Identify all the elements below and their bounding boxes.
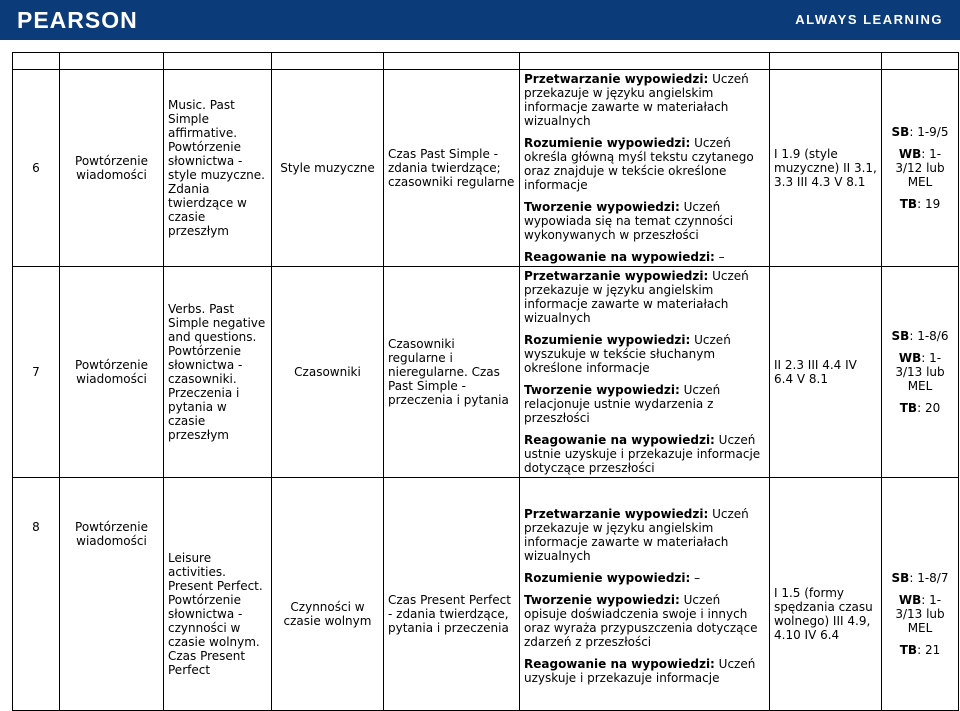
tb-value: 19 [924, 197, 941, 211]
tb-label: TB [899, 401, 918, 415]
table-row [13, 478, 959, 711]
lesson-title: Powtórzenie wiadomości [60, 478, 164, 711]
skill-entry [524, 136, 765, 192]
wb-value: 1-3/13 lub MEL [895, 593, 945, 635]
skill-label: Tworzenie wypowiedzi: [524, 593, 680, 607]
materials-reference: SB: 1-8/6 WB: 1-3/13 lub MEL TB: 20 [882, 267, 959, 478]
lesson-skills [520, 478, 770, 711]
lesson-vocabulary: Style muzyczne [272, 70, 384, 267]
sb-label: SB [891, 329, 910, 343]
lesson-title: Powtórzenie wiadomości [60, 70, 164, 267]
skill-label: Przetwarzanie wypowiedzi: [524, 72, 709, 86]
skill-entry [524, 657, 765, 685]
skill-label: Reagowanie na wypowiedzi: [524, 433, 715, 447]
lesson-content: Leisure activities. Present Perfect. Powtórzenie słownictwa - czynności w czasie wolnym. Czas Present Perfect [164, 478, 272, 711]
tb-label: TB [899, 643, 918, 657]
table-top-row [13, 53, 959, 70]
skill-text: Uczeń przekazuje w języku angielskim informacje zawarte w materiałach wizualnych [524, 72, 749, 128]
lesson-content: Music. Past Simple affirmative. Powtórzenie słownictwa - style muzyczne. Zdania twierdzące w czasie przeszłym [164, 70, 272, 267]
lesson-skills [520, 70, 770, 267]
skill-label: Rozumienie wypowiedzi: [524, 333, 691, 347]
materials-reference: SB: 1-8/7 WB: 1-3/13 lub MEL TB: 21 [882, 478, 959, 711]
skill-text: – [690, 571, 701, 585]
skill-label: Przetwarzanie wypowiedzi: [524, 269, 709, 283]
skill-label: Tworzenie wypowiedzi: [524, 383, 680, 397]
lesson-grammar: Czasowniki regularne i nieregularne. Czas Past Simple - przeczenia i pytania [384, 267, 520, 478]
skill-label: Rozumienie wypowiedzi: [524, 136, 691, 150]
tagline: ALWAYS LEARNING [795, 12, 943, 27]
sb-value: 1-8/7 [917, 571, 949, 585]
lesson-content: Verbs. Past Simple negative and questions. Powtórzenie słownictwa - czasowniki. Przeczenia i pytania w czasie przeszłym [164, 267, 272, 478]
skill-text: Uczeń ustnie uzyskuje i przekazuje informacje dotyczące przeszłości [524, 433, 761, 475]
sb-value: 1-9/5 [917, 125, 949, 139]
sb-label: SB [891, 571, 910, 585]
skill-label: Reagowanie na wypowiedzi: [524, 250, 715, 264]
skill-text: Uczeń relacjonuje ustnie wydarzenia z przeszłości [524, 383, 721, 425]
wb-label: WB [898, 593, 922, 607]
sb-value: 1-8/6 [917, 329, 949, 343]
curriculum-reference: I 1.9 (style muzyczne) II 3.1, 3.3 III 4.3 V 8.1 [770, 70, 882, 267]
skill-text: – [714, 250, 725, 264]
skill-entry [524, 507, 765, 563]
skill-entry [524, 200, 765, 242]
skill-entry [524, 269, 765, 325]
skill-text: Uczeń określa główną myśl tekstu czytanego oraz znajduje w tekście określone informacje [524, 136, 754, 192]
skill-entry [524, 571, 765, 585]
skill-text: Uczeń przekazuje w języku angielskim informacje zawarte w materiałach wizualnych [524, 269, 749, 325]
lesson-number: 8 [13, 478, 60, 711]
syllabus-table [12, 52, 959, 711]
lesson-vocabulary: Czasowniki [272, 267, 384, 478]
skill-label: Rozumienie wypowiedzi: [524, 571, 691, 585]
lesson-skills [520, 267, 770, 478]
lesson-title: Powtórzenie wiadomości [60, 267, 164, 478]
wb-label: WB [898, 147, 922, 161]
skill-label: Przetwarzanie wypowiedzi: [524, 507, 709, 521]
wb-value: 1-3/13 lub MEL [895, 351, 945, 393]
table-row [13, 267, 959, 478]
skill-entry [524, 72, 765, 128]
skill-entry [524, 333, 765, 375]
skill-text: Uczeń opisuje doświadczenia swoje i innych oraz wyraża przypuszczenia dotyczące zdarzeń z przeszłości [524, 593, 758, 649]
curriculum-reference: II 2.3 III 4.4 IV 6.4 V 8.1 [770, 267, 882, 478]
skill-label: Reagowanie na wypowiedzi: [524, 657, 715, 671]
skill-entry [524, 250, 765, 264]
lesson-number: 6 [13, 70, 60, 267]
wb-label: WB [898, 351, 922, 365]
table-row [13, 70, 959, 267]
lesson-grammar: Czas Past Simple - zdania twierdzące; czasowniki regularne [384, 70, 520, 267]
skill-text: Uczeń wypowiada się na temat czynności wykonywanych w przeszłości [524, 200, 734, 242]
tb-value: 20 [924, 401, 941, 415]
skill-text: Uczeń uzyskuje i przekazuje informacje [524, 657, 756, 685]
materials-reference: SB: 1-9/5 WB: 1-3/12 lub MEL TB: 19 [882, 70, 959, 267]
tb-label: TB [899, 197, 918, 211]
lesson-vocabulary: Czynności w czasie wolnym [272, 478, 384, 711]
skill-entry [524, 433, 765, 475]
lesson-grammar: Czas Present Perfect - zdania twierdzące, pytania i przeczenia [384, 478, 520, 711]
sb-label: SB [891, 125, 910, 139]
skill-label: Tworzenie wypowiedzi: [524, 200, 680, 214]
curriculum-reference: I 1.5 (formy spędzania czasu wolnego) III 4.9, 4.10 IV 6.4 [770, 478, 882, 711]
skill-entry [524, 593, 765, 649]
tb-value: 21 [924, 643, 941, 657]
skill-entry [524, 383, 765, 425]
lesson-number: 7 [13, 267, 60, 478]
header-banner [0, 0, 960, 40]
skill-text: Uczeń wyszukuje w tekście słuchanym określone informacje [524, 333, 731, 375]
pearson-logo: PEARSON [17, 7, 138, 33]
skill-text: Uczeń przekazuje w języku angielskim informacje zawarte w materiałach wizualnych [524, 507, 749, 563]
wb-value: 1-3/12 lub MEL [895, 147, 945, 189]
